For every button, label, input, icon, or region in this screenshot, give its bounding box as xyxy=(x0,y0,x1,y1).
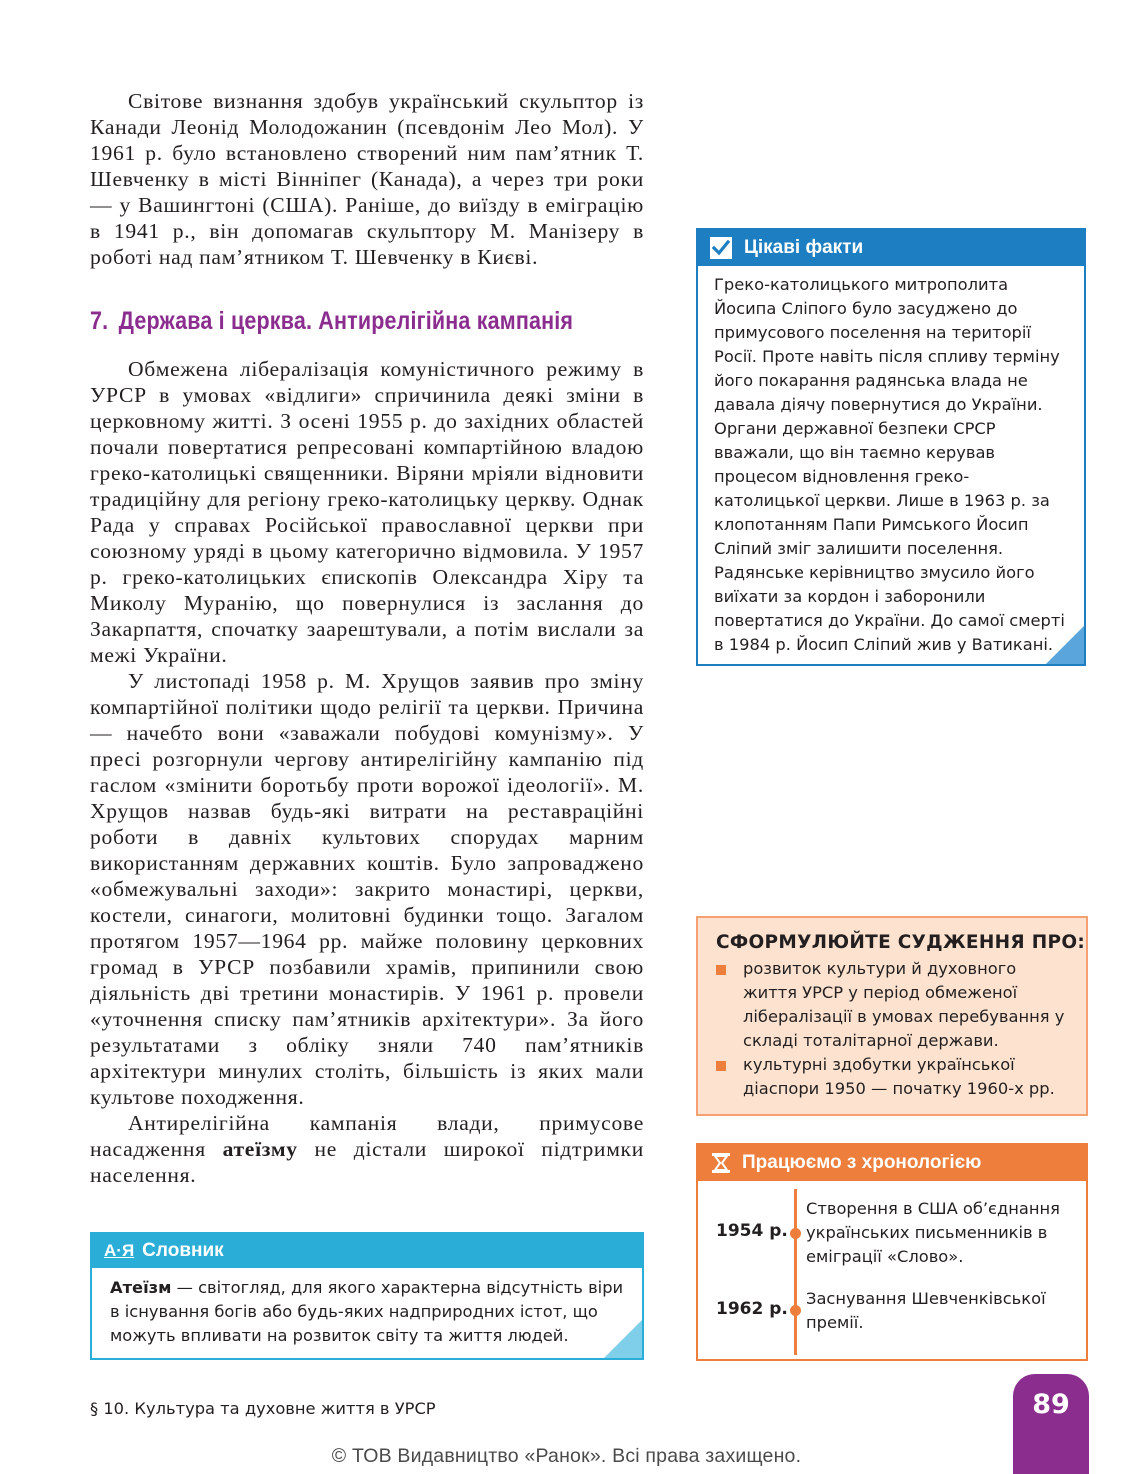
section-title: Держава і церква. Антирелігійна кампанія xyxy=(118,307,574,335)
dictionary-term: Атеїзм xyxy=(110,1278,172,1297)
dictionary-definition: — світогляд, для якого характерна відсутність віри в існування богів або будь-яких надприродних істот, що можуть впливати на розвиток світу та життя людей. xyxy=(110,1278,624,1345)
timeline-text: Заснування Шевченківської премії. xyxy=(806,1289,1046,1332)
timeline-year: 1954 р. xyxy=(716,1221,788,1241)
judgement-title: СФОРМУЛЮЙТЕ СУДЖЕННЯ ПРО: xyxy=(716,932,1086,953)
timeline-year: 1962 р. xyxy=(716,1299,788,1319)
timeline-dot xyxy=(790,1228,801,1239)
footer-section-title: § 10. Культура та духовне життя в УРСР xyxy=(90,1399,436,1418)
hourglass-icon xyxy=(710,1152,732,1174)
interesting-facts-box xyxy=(696,228,1086,666)
dictionary-entry xyxy=(92,1268,642,1348)
paragraph-text-before: Антирелігійна кампанія влади, примусове насадження xyxy=(90,1111,644,1161)
facts-text: Греко-католицького митрополита Йосипа Сліпого було засуджено до примусового поселення на території Росії. Проте навіть після спливу терміну його покарання радянська влада не давала діячу повернутися до України. Органи державної безпеки СРСР вважали, що він таємно керував процесом відновлення греко-католицької церкви. Лише в 1963 р. за клопотанням Папи Римського Йосип Сліпий зміг залишити поселення. Радянське керівництво змусило його виїхати за кордон і заборонили повертатися до України. До самої смерті в 1984 р. Йосип Сліпий жив у Ватикані. xyxy=(714,275,1065,654)
list-item xyxy=(698,957,1086,1053)
facts-header xyxy=(698,230,1084,266)
judgement-list xyxy=(698,957,1086,1101)
dictionary-box xyxy=(90,1232,644,1360)
dictionary-title: Словник xyxy=(142,1240,224,1261)
section-heading xyxy=(90,306,574,336)
body-paragraph-2: У листопаді 1958 р. М. Хрущов заявив про зміну компартійної політики щодо релігії та церкви. Причина — начебто вони «заважали побудові комунізму». У пресі розгорнули чергову антирелігійну кампанію під гаслом «змінити боротьбу проти ворожої ідеології». М. Хрущов назвав будь-які витрати на реставраційні роботи в давніх культових спорудах марним використанням державних коштів. Було запроваджено «обмежувальні заходи»: закрито монастирі, церкви, костели, синагоги, молитовні будинки тощо. Загалом протягом 1957—1964 рр. майже половину церковних громад в УРСР позбавили храмів, припинили свою діяльність дві третини монастирів. У 1961 р. провели «уточнення списку пам’ятників архітектури». За його результатами з обліку зняли 740 пам’ятників архітектури минулих століть, більшість із яких мали культове походження. xyxy=(90,669,644,1109)
bold-term-atheism: атеїзму xyxy=(222,1137,298,1161)
intro-paragraph: Світове визнання здобув український скульптор із Канади Леонід Молодожанин (псевдонім Лео Мол). У 1961 р. було встановлено створений ним пам’ятник Т. Шевченку в місті Вінніпег (Канада), а через три роки — у Вашингтоні (США). Раніше, до виїзду в еміграцію в 1941 р., він допомагав скульптору М. Манізеру в роботі над пам’ятником Т. Шевченку в Києві. xyxy=(90,89,644,269)
body-paragraph-3 xyxy=(90,1110,644,1188)
paragraph-text-after: не дістали широкої підтримки населення. xyxy=(90,1137,645,1187)
chronology-title: Працюємо з хронологією xyxy=(742,1152,982,1173)
square-bullet-icon xyxy=(716,1061,726,1071)
dictionary-header xyxy=(92,1234,642,1268)
copyright-notice: © ТОВ Видавництво «Ранок». Всі права захищено. xyxy=(331,1445,802,1467)
section-number: 7. xyxy=(90,307,109,335)
body-paragraph-1: Обмежена лібералізація комуністичного режиму в УРСР в умовах «відлиги» спричинила деякі зміни в церковному житті. З осені 1955 р. до західних областей почали повертатися репресовані компартійною владою греко-католицькі священники. Віряни мріяли відновити традиційну для регіону греко-католицьку церкву. Однак Рада у справах Російської православної церкви при союзному уряді в цьому категорично відмовила. У 1957 р. греко-католицьких єпископів Олександра Хіру та Миколу Муранію, що повернулися із заслання до Закарпаття, спочатку заарештували, а потім вислали за межі України. xyxy=(90,357,644,667)
chronology-header xyxy=(698,1145,1086,1181)
main-text-column xyxy=(90,88,644,1188)
timeline-text: Створення в США об’єднання українських письменників в еміграції «Слово». xyxy=(806,1199,1060,1266)
corner-fold-icon xyxy=(604,1320,642,1358)
square-bullet-icon xyxy=(716,965,726,975)
dictionary-icon: А·Я xyxy=(104,1241,135,1260)
list-item-text: розвиток культури й духовного життя УРСР у період обмеженої лібералізації в умовах перебування у складі тоталітарної держави. xyxy=(743,959,1065,1050)
list-item-text: культурні здобутки української діаспори 1950 — початку 1960-х рр. xyxy=(743,1055,1055,1098)
chronology-box xyxy=(696,1143,1088,1361)
checkmark-icon xyxy=(710,237,732,259)
judgement-box xyxy=(696,916,1088,1116)
corner-fold-icon xyxy=(1046,626,1084,664)
timeline-line xyxy=(794,1189,797,1355)
list-item xyxy=(698,1053,1086,1101)
facts-title: Цікаві факти xyxy=(744,237,864,258)
page-number: 89 xyxy=(1032,1389,1070,1420)
timeline-dot xyxy=(790,1305,801,1316)
